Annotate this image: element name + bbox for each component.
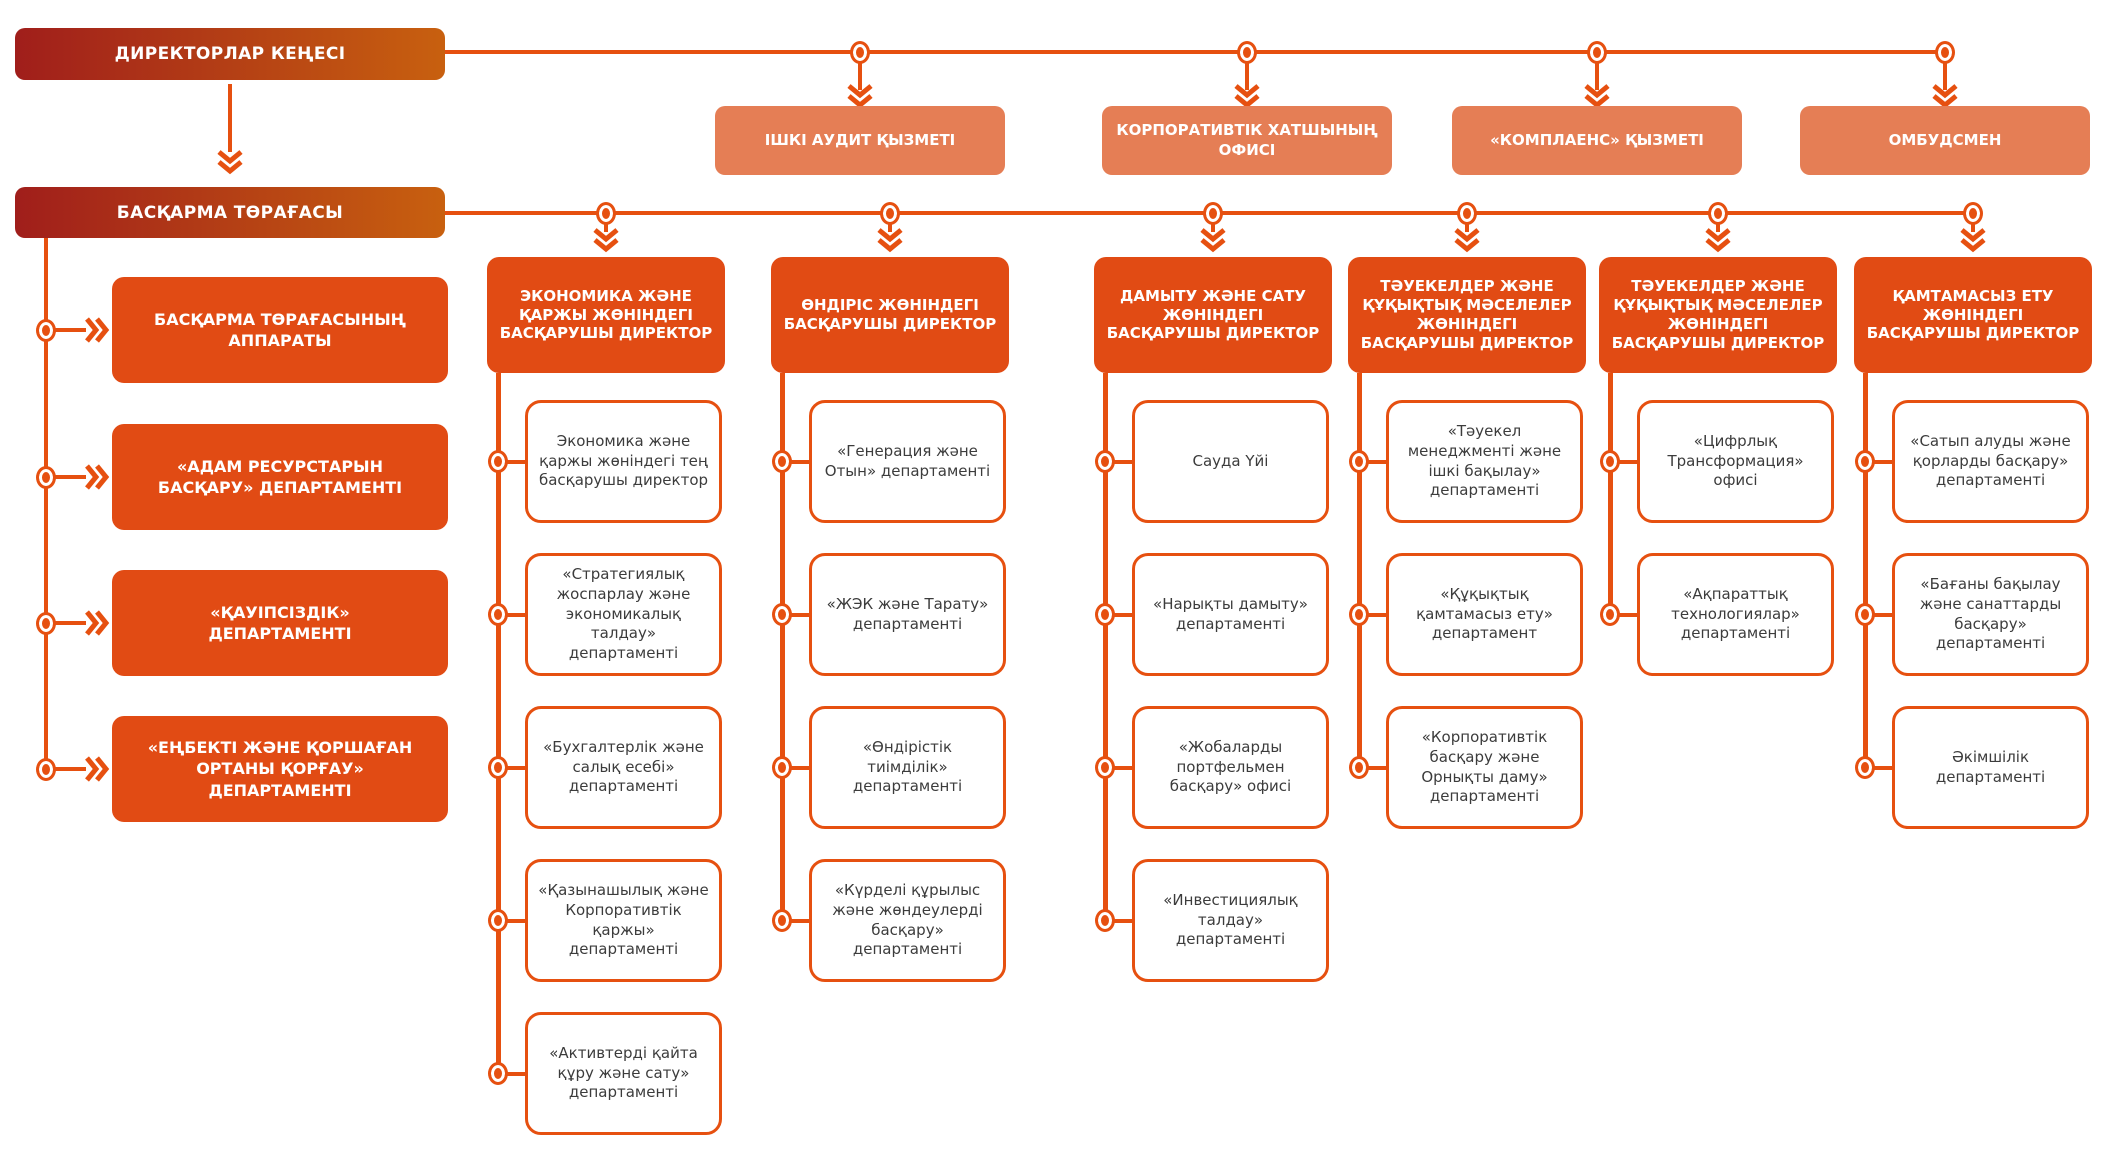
connector-circle [488,1062,508,1085]
director-box: ҚАМТАМАСЫЗ ЕТУ ЖӨНІНДЕГІ БАСҚАРУШЫ ДИРЕКТОР [1854,257,2092,373]
connector-circle [488,909,508,932]
connector-circle [488,450,508,473]
connector-circle [1237,41,1257,64]
connector-line [496,373,501,1074]
connector-circle [1349,756,1369,779]
connector-line [1357,373,1362,768]
unit-box: «Сатып алуды және қорларды басқару» департаменті [1892,400,2089,523]
connector-circle [1095,756,1115,779]
chairman-unit-box: «ҚАУІПСІЗДІК» ДЕПАРТАМЕНТІ [112,570,448,676]
connector-line [445,50,1945,54]
right-chevron-icon [84,462,110,492]
unit-box: «Стратегиялық жоспарлау және экономикалық талдау» департаменті [525,553,722,676]
connector-circle [772,450,792,473]
down-chevron-icon [1198,227,1228,253]
connector-circle [36,612,56,635]
connector-circle [1855,603,1875,626]
unit-box: «Күрделі құрылыс және жөндеулерді басқару» департаменті [809,859,1006,982]
right-chevron-icon [84,315,110,345]
down-chevron-icon [215,149,245,175]
down-chevron-icon [1703,227,1733,253]
right-chevron-icon [84,608,110,638]
chairman-unit-box: «ЕҢБЕКТІ ЖӘНЕ ҚОРШАҒАН ОРТАНЫ ҚОРҒАУ» ДЕПАРТАМЕНТІ [112,716,448,822]
connector-line [1608,373,1613,615]
connector-circle [850,41,870,64]
service-box: КОРПОРАТИВТІК ХАТШЫНЫҢ ОФИСІ [1102,106,1392,175]
unit-box: «Корпоративтік басқару және Орнықты даму» департаменті [1386,706,1583,829]
unit-box: «Цифрлық Трансформация» офисі [1637,400,1834,523]
unit-box: «Өндірістік тиімділік» департаменті [809,706,1006,829]
chairman-box: БАСҚАРМА ТӨРАҒАСЫ [15,187,445,238]
unit-box: «Нарықты дамыту» департаменті [1132,553,1329,676]
connector-circle [1095,909,1115,932]
connector-circle [1963,202,1983,225]
chairman-unit-box: «АДАМ РЕСУРСТАРЫН БАСҚАРУ» ДЕПАРТАМЕНТІ [112,424,448,530]
connector-circle [1935,41,1955,64]
connector-circle [488,756,508,779]
connector-circle [880,202,900,225]
service-box: «КОМПЛАЕНС» ҚЫЗМЕТІ [1452,106,1742,175]
service-box: ОМБУДСМЕН [1800,106,2090,175]
connector-circle [1457,202,1477,225]
director-box: ДАМЫТУ ЖӘНЕ САТУ ЖӨНІНДЕГІ БАСҚАРУШЫ ДИРЕКТОР [1094,257,1332,373]
connector-circle [1587,41,1607,64]
director-box: ТӘУЕКЕЛДЕР ЖӘНЕ ҚҰҚЫҚТЫҚ МӘСЕЛЕЛЕР ЖӨНІНДЕГІ БАСҚАРУШЫ ДИРЕКТОР [1348,257,1586,373]
unit-box: «Бағаны бақылау және санаттарды басқару» департаменті [1892,553,2089,676]
unit-box: «Қазынашылық және Корпоративтік қаржы» департаменті [525,859,722,982]
connector-circle [36,466,56,489]
connector-circle [1095,603,1115,626]
connector-line [228,84,232,152]
unit-box: «Жобаларды портфельмен басқару» офисі [1132,706,1329,829]
connector-circle [1203,202,1223,225]
connector-circle [36,319,56,342]
connector-circle [772,756,792,779]
unit-box: «Ақпараттық технологиялар» департаменті [1637,553,1834,676]
unit-box: Экономика және қаржы жөніндегі тең басқарушы директор [525,400,722,523]
unit-box: Әкімшілік департаменті [1892,706,2089,829]
director-box: ТӘУЕКЕЛДЕР ЖӘНЕ ҚҰҚЫҚТЫҚ МӘСЕЛЕЛЕР ЖӨНІНДЕГІ БАСҚАРУШЫ ДИРЕКТОР [1599,257,1837,373]
connector-circle [1095,450,1115,473]
director-box: ЭКОНОМИКА ЖӘНЕ ҚАРЖЫ ЖӨНІНДЕГІ БАСҚАРУШЫ ДИРЕКТОР [487,257,725,373]
right-chevron-icon [84,754,110,784]
connector-line [1863,373,1868,768]
down-chevron-icon [1452,227,1482,253]
down-chevron-icon [1958,227,1988,253]
connector-circle [1600,450,1620,473]
connector-line [44,238,48,769]
unit-box: «Құқықтық қамтамасыз ету» департамент [1386,553,1583,676]
connector-circle [596,202,616,225]
connector-circle [488,603,508,626]
connector-circle [1600,603,1620,626]
unit-box: «Активтерді қайта құру және сату» департаменті [525,1012,722,1135]
unit-box: «Генерация және Отын» департаменті [809,400,1006,523]
director-box: ӨНДІРІС ЖӨНІНДЕГІ БАСҚАРУШЫ ДИРЕКТОР [771,257,1009,373]
unit-box: «ЖЭК және Тарату» департаменті [809,553,1006,676]
connector-circle [1349,450,1369,473]
service-box: ІШКІ АУДИТ ҚЫЗМЕТІ [715,106,1005,175]
connector-circle [1855,450,1875,473]
unit-box: «Тәуекел менеджменті және ішкі бақылау» департаменті [1386,400,1583,523]
unit-box: «Бухгалтерлік және салық есебі» департаменті [525,706,722,829]
connector-circle [772,909,792,932]
connector-circle [36,758,56,781]
chairman-unit-box: БАСҚАРМА ТӨРАҒАСЫНЫҢ АППАРАТЫ [112,277,448,383]
connector-circle [1855,756,1875,779]
connector-circle [1708,202,1728,225]
down-chevron-icon [591,227,621,253]
unit-box: Сауда Үйі [1132,400,1329,523]
connector-circle [1349,603,1369,626]
down-chevron-icon [875,227,905,253]
unit-box: «Инвестициялық талдау» департаменті [1132,859,1329,982]
board-of-directors-box: ДИРЕКТОРЛАР КЕҢЕСІ [15,28,445,80]
connector-circle [772,603,792,626]
